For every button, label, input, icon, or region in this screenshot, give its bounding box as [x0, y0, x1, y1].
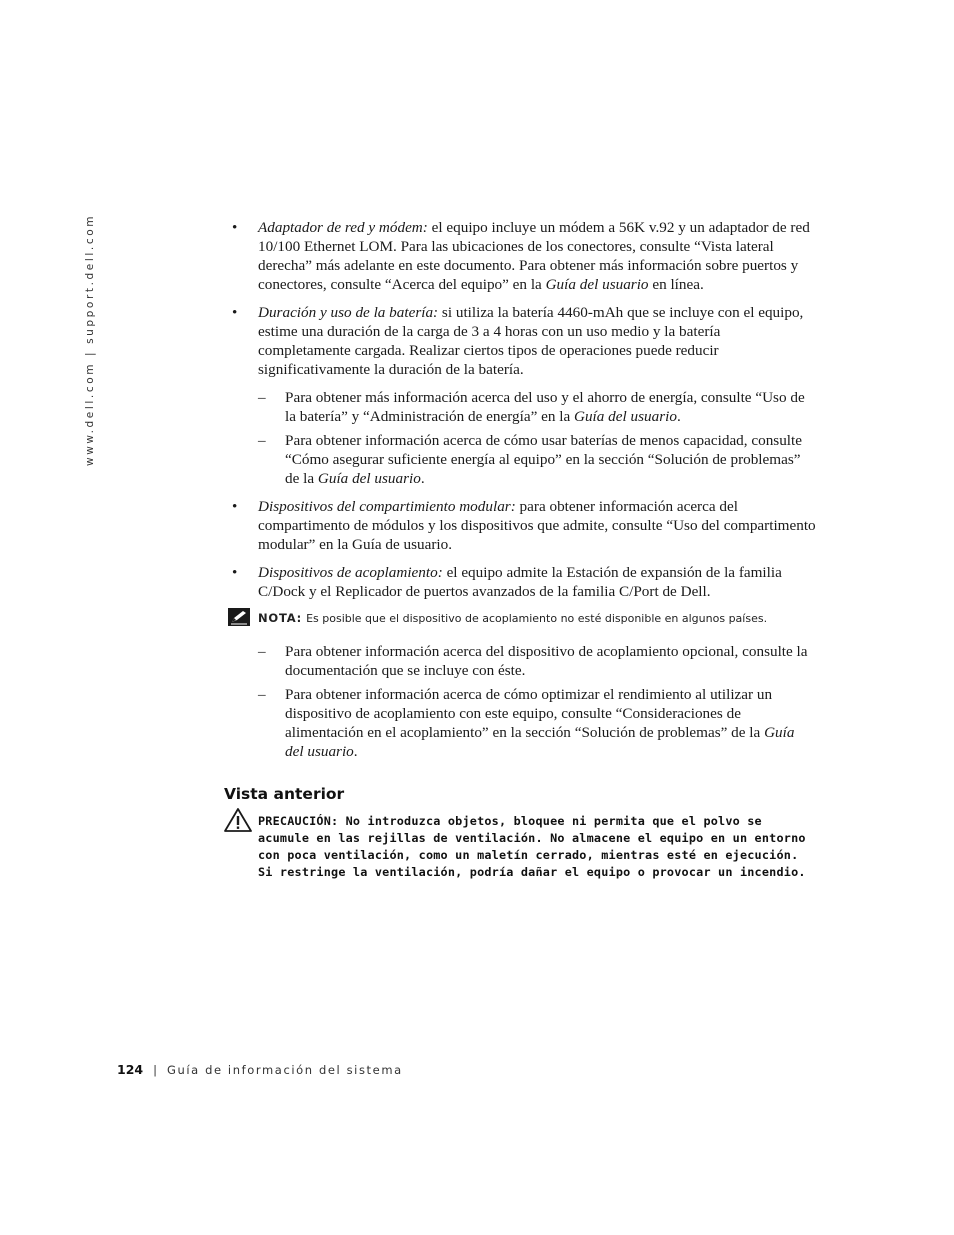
sub-ital: Guía del usuario	[317, 470, 421, 487]
bullet-modular	[224, 497, 816, 554]
sub-item-battery-2	[224, 431, 816, 488]
footer-title: Guía de información del sistema	[166, 1063, 403, 1077]
bullet-text: para obtener información acerca del compartimento de módulos y los dispositivos que admite, consulte “Uso del compartimento modular” en la Guía de usuario.	[258, 498, 816, 553]
bullet-text: si utiliza la batería 4460-mAh que se incluye con el equipo, estime una duración de la carga de 3 a 4 horas con un uso medio y la batería completamente cargada. Realizar ciertos tipos de operaciones puede reducir significativamente la duración de la batería.	[258, 304, 804, 378]
sub-ital: Guía del usuario	[574, 408, 677, 425]
bullet-lead: Adaptador de red y módem:	[258, 219, 428, 236]
warning-triangle-icon	[224, 808, 252, 832]
dash-mark: –	[258, 432, 266, 449]
sub-ital: Guía del usuario	[285, 724, 795, 760]
sub-text: Para obtener información acerca de cómo optimizar el rendimiento al utilizar un dispositivo de acoplamiento con este equipo, consulte “Consideraciones de alimentación en el acoplamiento” en la sección “Solución de problemas” de la	[285, 686, 773, 741]
bullet-ital: Guía del usuario	[545, 276, 649, 293]
sub-text: Para obtener información acerca del dispositivo de acoplamiento opcional, consulte la documentación que se incluye con éste.	[285, 643, 808, 679]
sub-tail: .	[676, 408, 681, 425]
dash-mark: –	[258, 643, 266, 660]
page-content	[224, 218, 816, 881]
sub-item-battery-1	[224, 388, 816, 426]
note-pencil-icon	[228, 608, 250, 626]
caution-text: PRECAUCIÓN: No introduzca objetos, bloquee ni permita que el polvo se acumule en las rejillas de ventilación. No almacene el equipo en un entorno con poca ventilación, como un maletín cerrado, mientras esté en ejecución. Si restringe la ventilación, podría dañar el equipo o provocar un incendio.	[258, 814, 806, 879]
sub-text: Para obtener más información acerca del uso y el ahorro de energía, consulte “Uso de la batería” y “Administración de energía” en la	[285, 389, 805, 425]
bullet-mark: •	[232, 564, 238, 581]
bullet-battery	[224, 303, 816, 379]
bullet-mark: •	[232, 304, 238, 321]
caution-box	[224, 813, 816, 881]
bullet-lead: Dispositivos de acoplamiento:	[258, 564, 443, 581]
page-footer	[117, 1062, 403, 1077]
page-number: 124	[117, 1062, 144, 1077]
dash-mark: –	[258, 389, 266, 406]
bullet-mark: •	[232, 219, 238, 236]
sub-tail: .	[420, 470, 425, 487]
sub-tail: .	[353, 743, 358, 760]
note-box	[224, 610, 816, 630]
bullet-docking	[224, 563, 816, 601]
sub-item-dock-2	[224, 685, 816, 761]
sub-item-dock-1	[224, 642, 816, 680]
bullet-lead: Dispositivos del compartimiento modular:	[258, 498, 516, 515]
dash-mark: –	[258, 686, 266, 703]
note-text: Es posible que el dispositivo de acoplamiento no esté disponible en algunos países.	[306, 612, 768, 625]
sub-text: Para obtener información acerca de cómo usar baterías de menos capacidad, consulte “Cómo asegurar suficiente energía al equipo” en la sección “Solución de problemas” de la	[285, 432, 802, 487]
bullet-tail: en línea.	[648, 276, 704, 293]
bullet-network	[224, 218, 816, 294]
bullet-text: el equipo incluye un módem a 56K v.92 y un adaptador de red 10/100 Ethernet LOM. Para las ubicaciones de los conectores, consulte “Vista lateral derecha” más adelante en este documento. Para obtener más información sobre puertos y conectores, consulte “Acerca del equipo” en la	[258, 219, 810, 293]
bullet-lead: Duración y uso de la batería:	[258, 304, 439, 321]
bullet-mark: •	[232, 498, 238, 515]
section-title: Vista anterior	[224, 785, 345, 803]
side-url: www.dell.com | support.dell.com	[84, 213, 96, 466]
note-label: NOTA:	[258, 611, 303, 625]
footer-separator: |	[153, 1063, 157, 1077]
bullet-text: el equipo admite la Estación de expansión de la familia C/Dock y el Replicador de puertos avanzados de la familia C/Port de Dell.	[258, 564, 782, 600]
